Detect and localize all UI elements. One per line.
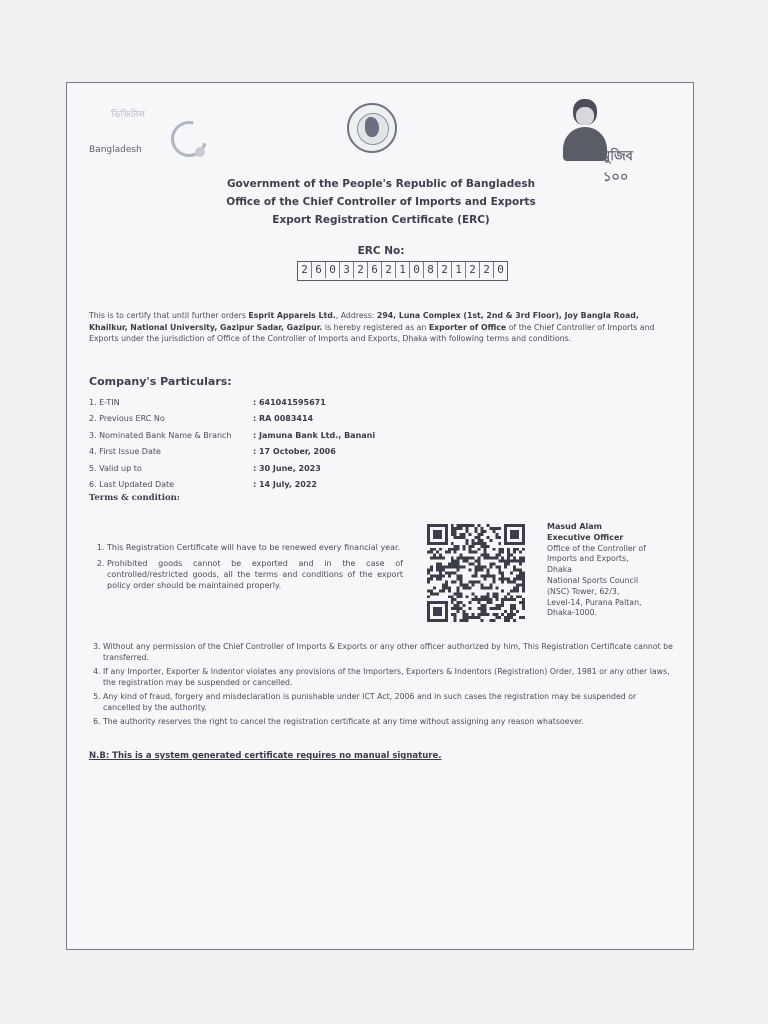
particular-label: 3. Nominated Bank Name & Branch [89, 430, 232, 440]
term-item: 4. If any Importer, Exporter & Indentor violates any provisions of the Importers, Exporters & Indentors (Registration) Order, 1981 or any other laws, the registration may be suspended or cancelled. [103, 666, 673, 688]
erc-digit: 1 [453, 262, 466, 278]
particular-value: : 17 October, 2006 [253, 447, 336, 457]
logo-dot-icon [195, 147, 205, 157]
officer-name: Masud Alam [547, 522, 602, 531]
term-item: 5. Any kind of fraud, forgery and misdeclaration is punishable under ICT Act, 2006 and in such cases the registration may be suspended or cancelled by the authority. [103, 691, 673, 713]
particular-value: : 30 June, 2023 [253, 463, 321, 473]
particular-label: 5. Valid up to [89, 463, 142, 473]
particular-value: : RA 0083414 [253, 414, 314, 424]
intro-text-3: is hereby registered as an [322, 322, 429, 332]
officer-address-line: Dhaka-1000. [547, 608, 598, 618]
erc-digit: 6 [313, 262, 326, 278]
particular-row [89, 444, 669, 461]
officer-address-line: Imports and Exports, [547, 554, 629, 564]
erc-digit: 2 [355, 262, 368, 278]
officer-address-line: Dhaka [547, 565, 572, 575]
term-item: 1. This Registration Certificate will have to be renewed every financial year. [107, 542, 403, 553]
terms-title: Terms & condition: [89, 493, 180, 503]
portrait-face [576, 107, 594, 125]
intro-text-2: , Address: [335, 311, 377, 320]
company-name: Esprit Apparels Ltd. [248, 311, 336, 320]
term-item: 3. Without any permission of the Chief Controller of Imports & Exports or any other officer authorized by him, This Registration Certificate cannot be transferred. [103, 641, 673, 663]
particular-label: 6. Last Updated Date [89, 480, 175, 490]
erc-digit: 0 [327, 262, 340, 278]
certificate-heading [67, 175, 695, 229]
erc-digit: 2 [439, 262, 452, 278]
particulars-list [89, 394, 669, 493]
erc-digit: 8 [425, 262, 438, 278]
mujib-caption: মুজিব ১০০ [603, 149, 633, 185]
particular-label: 1. E-TIN [89, 397, 120, 407]
term-item: 6. The authority reserves the right to cancel the registration certificate at any time without assigning any reason whatsoever. [103, 716, 673, 727]
erc-digit: 3 [341, 262, 354, 278]
erc-digit: 2 [383, 262, 396, 278]
erc-digit: 0 [497, 263, 504, 276]
heading-line-3: Export Registration Certificate (ERC) [272, 214, 490, 226]
erc-digit: 2 [299, 262, 312, 278]
intro-text-4: of the Chief Controller of Imports and Exports under the jurisdiction of Office of the Controller of Imports and Exports, Dhaka with following terms and conditions. [89, 322, 655, 343]
portrait-body [563, 127, 607, 161]
digital-logo-mark: ডিজিটাল [111, 110, 146, 120]
officer-title: Executive Officer [547, 532, 624, 542]
certification-paragraph [89, 310, 673, 345]
erc-digit: 0 [411, 262, 424, 278]
erc-digit: 1 [397, 262, 410, 278]
particular-value: : Jamuna Bank Ltd., Banani [253, 430, 376, 440]
terms-list-top [91, 542, 403, 596]
particular-label: 2. Previous ERC No [89, 414, 165, 424]
particular-row [89, 427, 669, 444]
officer-address-line: Level-14, Purana Paltan, [547, 597, 642, 607]
company-address: 294, Luna Complex (1st, 2nd & 3rd Floor), Joy Bangla Road, Khailkur, National University, Gazipur Sadar, Gazipur. [89, 311, 639, 332]
officer-block [547, 522, 673, 619]
particular-value: : 641041595671 [253, 397, 326, 407]
particular-value: : 14 July, 2022 [253, 480, 317, 490]
mujib-100-logo [559, 97, 633, 185]
officer-address-line: (NSC) Tower, 62/3, [547, 586, 620, 596]
particular-row [89, 460, 669, 477]
erc-number-box [297, 261, 508, 281]
particular-row [89, 477, 669, 494]
digital-bangladesh-logo [89, 99, 209, 159]
particular-row [89, 394, 669, 411]
registration-role: Exporter of Office [428, 322, 507, 332]
certificate-page [66, 82, 694, 950]
term-item: 2. Prohibited goods cannot be exported and in the case of controlled/restricted goods, all the terms and conditions of the export policy order should be maintained properly. [107, 558, 403, 591]
erc-digit: 2 [481, 262, 494, 278]
erc-digit: 6 [369, 262, 382, 278]
particular-label: 4. First Issue Date [89, 447, 161, 457]
terms-list-bottom [87, 641, 673, 730]
logo-swirl-icon [164, 114, 213, 163]
erc-label: ERC No: [357, 245, 405, 257]
heading-line-2: Office of the Chief Controller of Imports and Exports [226, 196, 536, 208]
government-seal-icon [347, 103, 397, 153]
particular-row [89, 411, 669, 428]
bangladesh-map-icon [365, 117, 379, 137]
system-generated-note: N.B: This is a system generated certificate requires no manual signature. [89, 751, 442, 761]
intro-text-1: This is to certify that until further orders [89, 311, 249, 320]
officer-address-line: Office of the Controller of [547, 543, 646, 553]
officer-address-line: National Sports Council [547, 575, 639, 585]
particulars-title: Company's Particulars: [89, 375, 232, 388]
logo-country-text: Bangladesh [89, 145, 142, 155]
qr-code[interactable] [425, 524, 527, 622]
heading-line-1: Government of the People's Republic of Bangladesh [226, 178, 536, 190]
erc-digit: 2 [467, 262, 480, 278]
